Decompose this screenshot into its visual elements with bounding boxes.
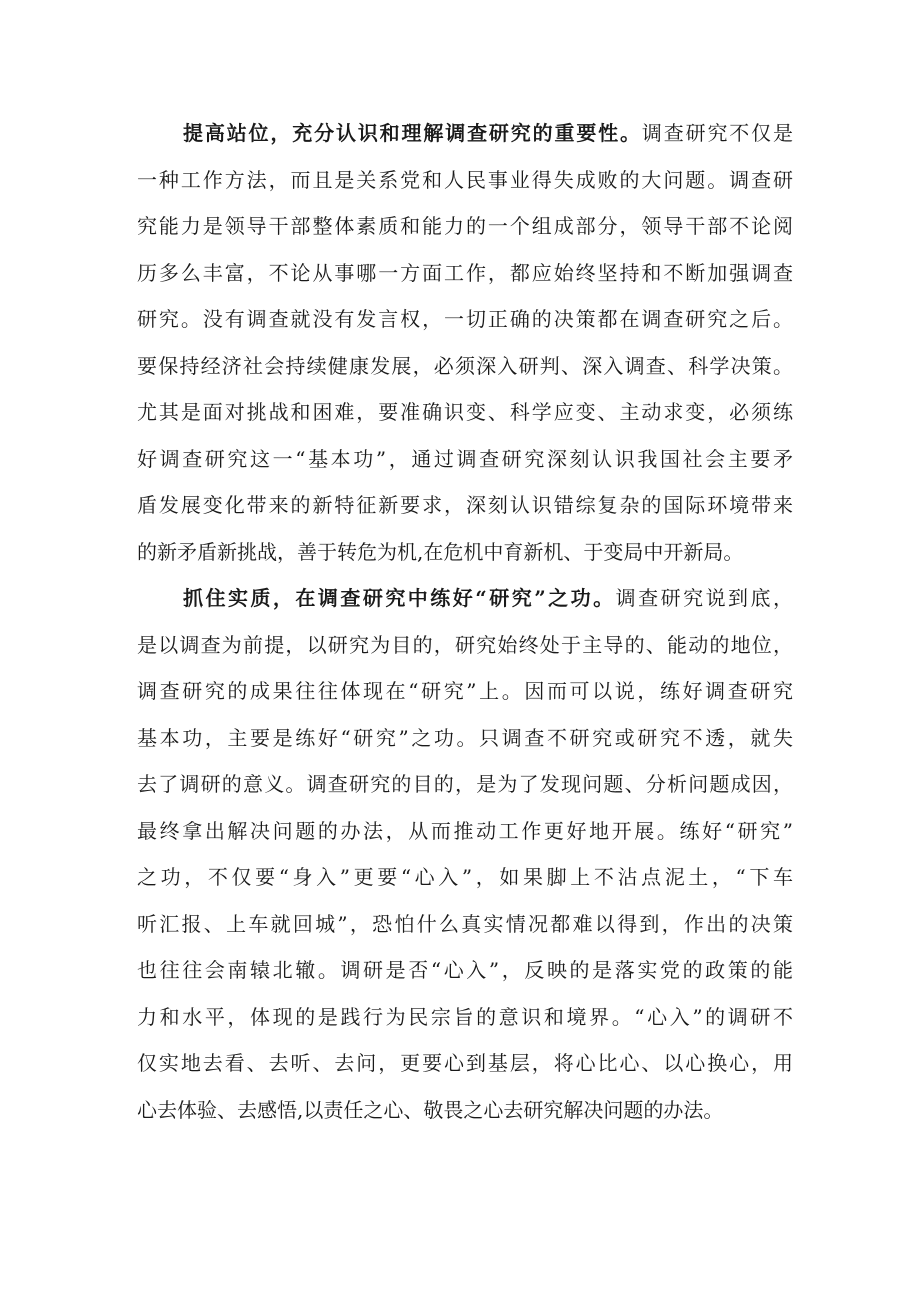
paragraph-1-heading: 提高站位，充分认识和理解调查研究的重要性。 <box>183 121 642 145</box>
paragraph-2-line-2: 是以调查为前提，以研究为目的，研究始终处于主导的、能动的地位， <box>137 632 793 657</box>
paragraph-1-line-3: 究能力是领导干部整体素质和能力的一个组成部分，领导干部不论阅 <box>137 214 793 238</box>
paragraph-1-line-4: 历多么丰富，不论从事哪一方面工作，都应始终坚持和不断加强调查 <box>137 260 793 285</box>
paragraph-1-line-10: 的新矛盾新挑战，善于转危为机,在危机中育新机、于变局中开新局。 <box>137 539 744 564</box>
paragraph-2-line-11: 仅实地去看、去听、去问，更要心到基层，将心比心、以心换心，用 <box>137 1051 793 1075</box>
paragraph-1-line-6: 要保持经济社会持续健康发展，必须深入研判、深入调查、科学决策。 <box>137 353 793 378</box>
paragraph-2-line-6: 最终拿出解决问题的办法，从而推动工作更好地开展。练好“研究” <box>137 818 793 843</box>
paragraph-1-line-8: 好调查研究这一“基本功”，通过调查研究深刻认识我国社会主要矛 <box>137 446 793 471</box>
paragraph-2-line-9: 也往往会南辕北辙。调研是否“心入”，反映的是落实党的政策的能 <box>137 958 793 982</box>
paragraph-1-line-9: 盾发展变化带来的新特征新要求，深刻认识错综复杂的国际环境带来 <box>137 493 793 517</box>
document-body <box>137 110 793 1133</box>
paragraph-2-heading: 抓住实质，在调查研究中练好“研究”之功。 <box>183 586 616 610</box>
paragraph-2-line-1 <box>137 575 793 622</box>
paragraph-2-line-12: 心去体验、去感悟,以责任之心、敬畏之心去研究解决问题的办法。 <box>137 1097 724 1122</box>
paragraph-2-line-4: 基本功，主要是练好“研究”之功。只调查不研究或研究不透，就失 <box>137 725 793 750</box>
paragraph-1-line-7: 尤其是面对挑战和困难，要准确识变、科学应变、主动求变，必须练 <box>137 400 793 424</box>
paragraph-2-text: 调查研究说到底， <box>615 586 794 610</box>
paragraph-2-line-3: 调查研究的成果往往体现在“研究”上。因而可以说，练好调查研究 <box>137 679 793 703</box>
paragraph-1-line-5: 研究。没有调查就没有发言权，一切正确的决策都在调查研究之后。 <box>137 307 793 331</box>
paragraph-2-line-7: 之功，不仅要“身入”更要“心入”，如果脚上不沾点泥土，“下车 <box>137 865 793 889</box>
paragraph-2-line-10: 力和水平，体现的是践行为民宗旨的意识和境界。“心入”的调研不 <box>137 1004 793 1029</box>
paragraph-1-line-2: 一种工作方法，而且是关系党和人民事业得失成败的大问题。调查研 <box>137 167 793 192</box>
paragraph-1-line-1 <box>137 110 793 157</box>
paragraph-2-line-5: 去了调研的意义。调查研究的目的，是为了发现问题、分析问题成因， <box>137 772 793 796</box>
paragraph-2-line-8: 听汇报、上车就回城”，恐怕什么真实情况都难以得到，作出的决策 <box>137 911 793 936</box>
paragraph-1-text: 调查研究不仅是 <box>641 121 794 145</box>
